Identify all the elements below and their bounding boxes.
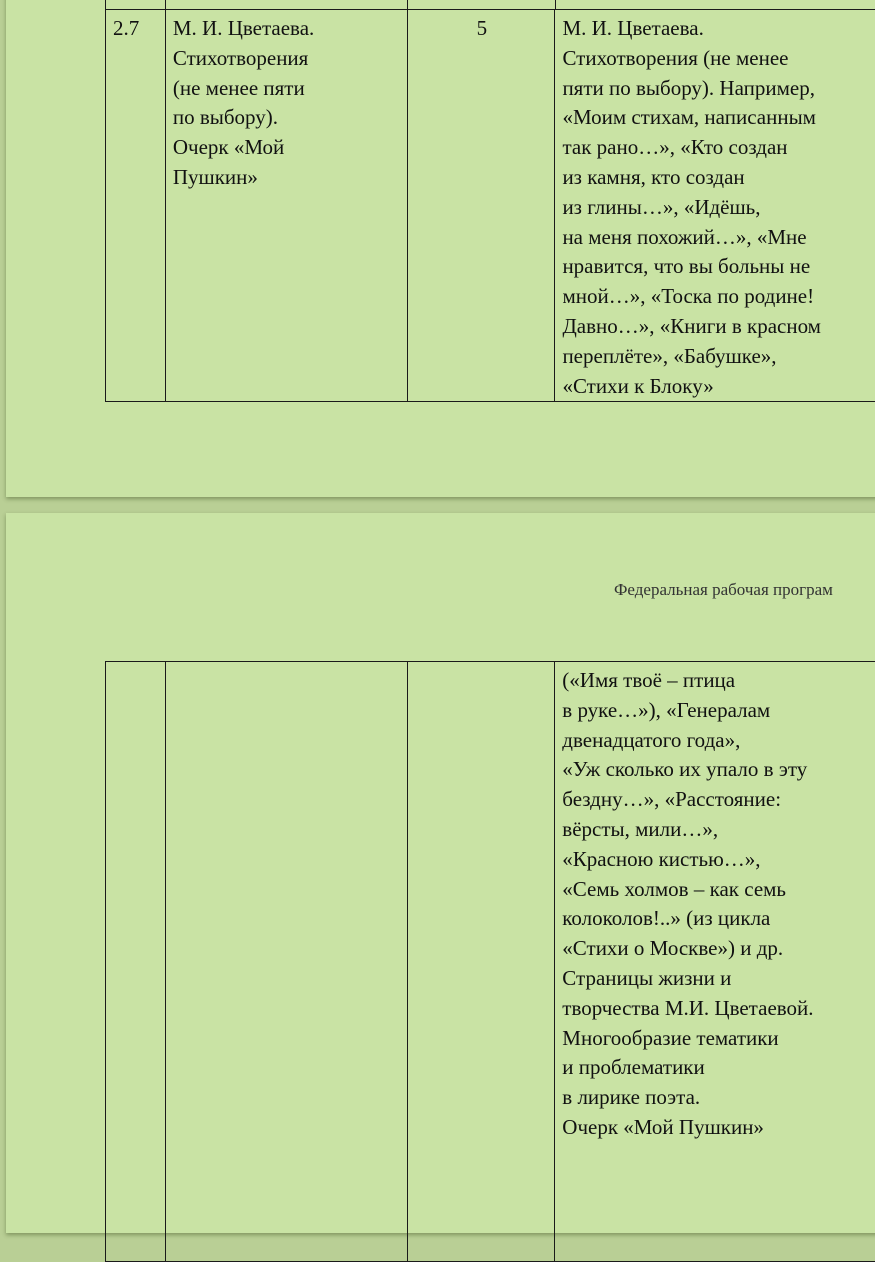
text-line: мной…», «Тоска по родине! <box>562 282 875 312</box>
text-line: колоколов!..» (из цикла <box>562 904 875 934</box>
text-line: из камня, кто создан <box>562 163 875 193</box>
row-number: 2.7 <box>106 10 166 402</box>
text-line: Давно…», «Книги в красном <box>562 312 875 342</box>
text-line: Стихотворения (не менее <box>562 44 875 74</box>
text-line: «Уж сколько их упало в эту <box>562 755 875 785</box>
text-line: переплёте», «Бабушке», <box>562 342 875 372</box>
running-header: Федеральная рабочая програм <box>614 580 833 600</box>
table-row <box>106 10 875 402</box>
document-page-1 <box>6 0 875 497</box>
content-cell <box>555 662 875 1262</box>
topic-cell <box>165 662 407 1262</box>
content-cell <box>555 10 875 402</box>
text-line: на меня похожий…», «Мне <box>562 223 875 253</box>
text-line: Очерк «Мой Пушкин» <box>562 1113 875 1143</box>
text-line: двенадцатого года», <box>562 726 875 756</box>
text-line: Многообразие тематики <box>562 1024 875 1054</box>
text-line: «Красною кистью…», <box>562 845 875 875</box>
text-line: вёрсты, мили…», <box>562 815 875 845</box>
text-line: пяти по выбору). Например, <box>562 74 875 104</box>
program-table-continued <box>105 661 875 1262</box>
text-line: «Моим стихам, написанным <box>562 103 875 133</box>
text-line: Стихотворения <box>173 44 401 74</box>
text-line: («Имя твоё – птица <box>562 666 875 696</box>
hours-cell <box>407 662 554 1262</box>
row-number <box>106 662 166 1262</box>
text-line: в руке…»), «Генералам <box>562 696 875 726</box>
text-line: так рано…», «Кто создан <box>562 133 875 163</box>
text-line: в лирике поэта. <box>562 1083 875 1113</box>
text-line: (не менее пяти <box>173 74 401 104</box>
text-line: М. И. Цветаева. <box>173 14 401 44</box>
text-line: бездну…», «Расстояние: <box>562 785 875 815</box>
text-line: «Семь холмов – как семь <box>562 875 875 905</box>
text-line: Очерк «Мой <box>173 133 401 163</box>
topic-cell <box>165 10 407 402</box>
text-line: «Стихи к Блоку» <box>562 372 875 402</box>
text-line: из глины…», «Идёшь, <box>562 193 875 223</box>
text-line: и проблематики <box>562 1053 875 1083</box>
program-table <box>105 9 875 402</box>
text-line: Пушкин» <box>173 163 401 193</box>
text-line: нравится, что вы больны не <box>562 252 875 282</box>
text-line: М. И. Цветаева. <box>562 14 875 44</box>
text-line: творчества М.И. Цветаевой. <box>562 994 875 1024</box>
text-line: по выбору). <box>173 103 401 133</box>
text-line: Страницы жизни и <box>562 964 875 994</box>
table-row <box>106 662 875 1262</box>
text-line: «Стихи о Москве») и др. <box>562 934 875 964</box>
document-page-2 <box>6 513 875 1233</box>
hours-cell: 5 <box>408 10 555 402</box>
